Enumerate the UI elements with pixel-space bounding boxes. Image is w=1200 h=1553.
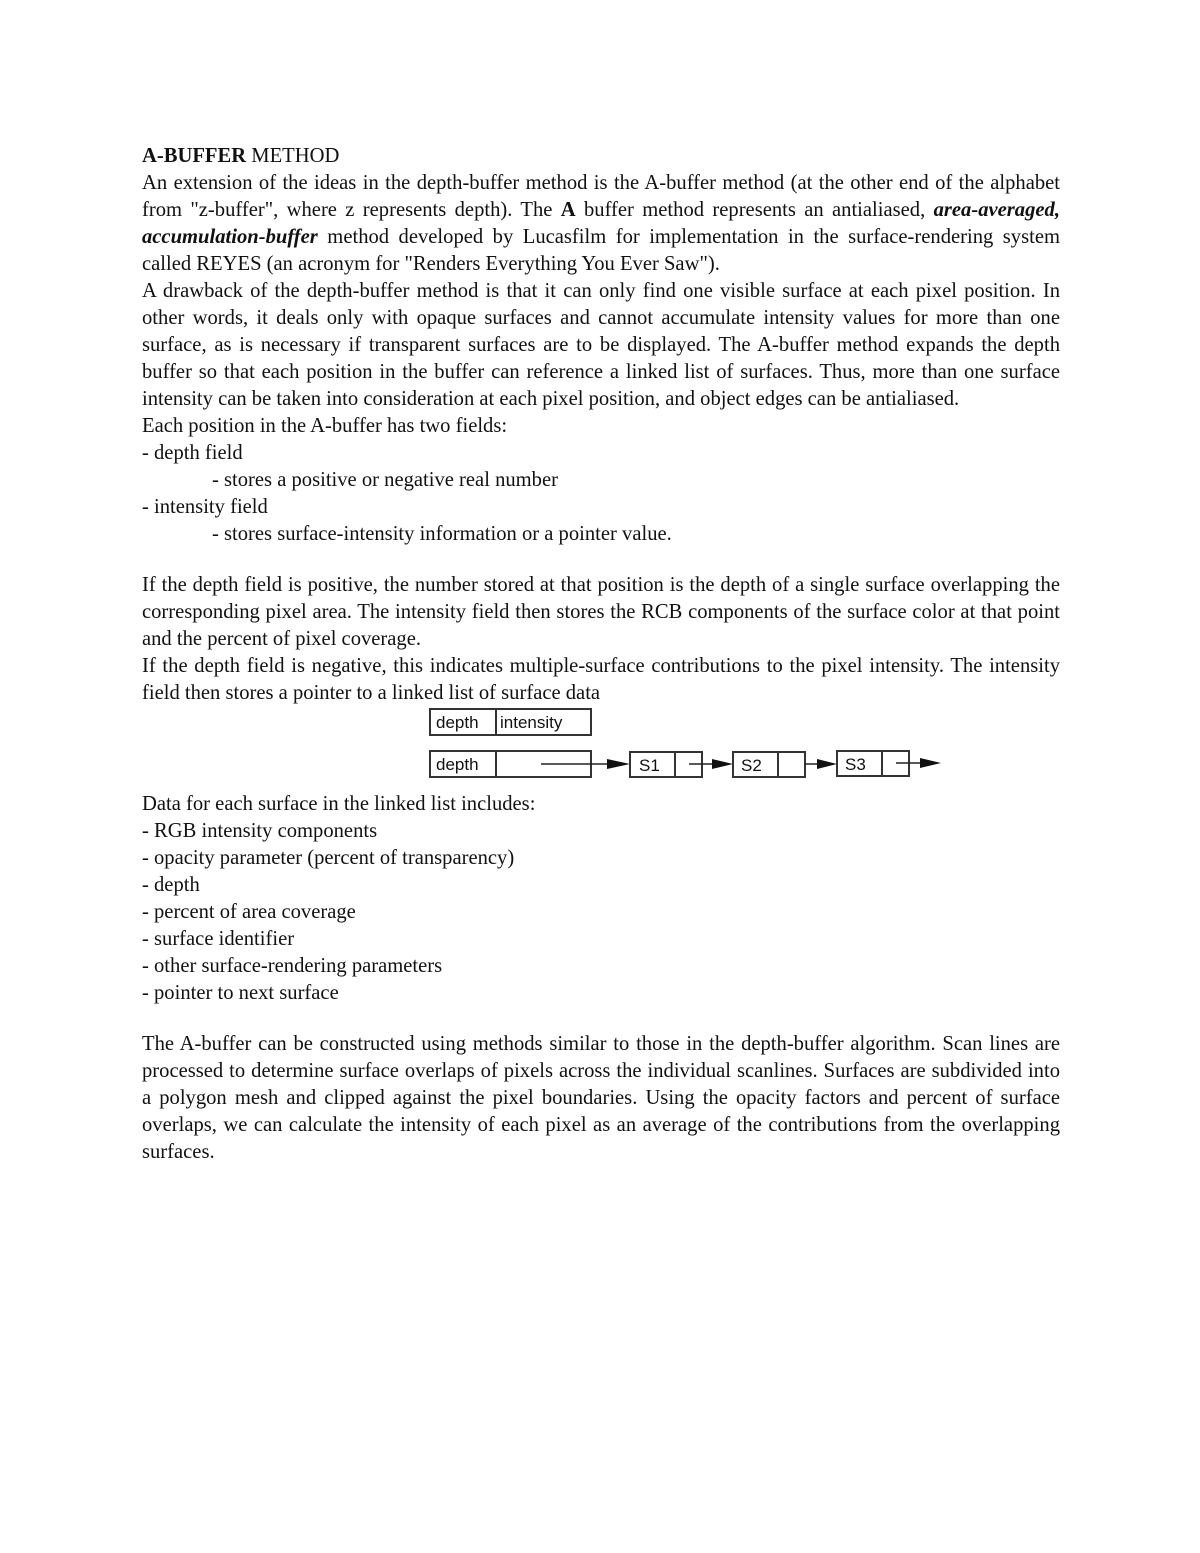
surface-data-item: - depth — [142, 874, 200, 896]
intro-emphasis: area-averaged, accumulation-buffer — [142, 199, 1060, 248]
field-depth-desc: - stores a positive or negative real number — [212, 469, 558, 491]
surface-data-item: - other surface-rendering parameters — [142, 955, 443, 977]
s3-arrowhead — [920, 758, 941, 768]
pointer-arrowhead — [607, 759, 630, 769]
field-depth-name: - depth field — [142, 442, 243, 464]
node-s2-next — [778, 752, 805, 777]
s1-arrowhead — [712, 759, 733, 769]
field-intensity-desc: - stores surface-intensity information or a pointer value. — [212, 523, 672, 545]
intro-paragraph — [142, 170, 1060, 278]
fields-intro: Each position in the A-buffer has two fields: — [142, 415, 508, 437]
linked-list-diagram — [142, 709, 1060, 791]
intro-text-a: An extension of the ideas in the depth-buffer method is the A-buffer method (at the other end of the alphabet from "z-buffer", where z represents depth). The — [142, 172, 1060, 221]
title-rest: METHOD — [246, 145, 340, 167]
surface-data-item: - percent of area coverage — [142, 901, 356, 923]
field-intensity-name: - intensity field — [142, 496, 268, 518]
intro-text-c: buffer method represents an antialiased, — [575, 199, 934, 221]
node-s2-label: S2 — [741, 756, 762, 775]
row1-intensity-label: intensity — [500, 713, 563, 732]
negative-depth-paragraph: If the depth field is negative, this indicates multiple-surface contributions to the pixel intensity. The intensity field then stores a pointer to a linked list of surface data — [142, 655, 1060, 704]
node-s1-label: S1 — [639, 756, 660, 775]
s2-arrowhead — [817, 759, 837, 769]
document-page — [142, 143, 1060, 1166]
surface-data-item: - opacity parameter (percent of transparency) — [142, 847, 515, 869]
row1-depth-label: depth — [436, 713, 479, 732]
row2-depth-label: depth — [436, 755, 479, 774]
linked-list-svg — [287, 707, 807, 787]
intro-bold-a: A — [560, 199, 576, 221]
surface-data-intro: Data for each surface in the linked list includes: — [142, 793, 536, 815]
section-title — [142, 143, 1060, 170]
surface-data-item: - surface identifier — [142, 928, 295, 950]
positive-depth-paragraph: If the depth field is positive, the number stored at that position is the depth of a single surface overlapping the corresponding pixel area. The intensity field then stores the RCB components of the surface color at that point and the percent of pixel coverage. — [142, 574, 1060, 650]
drawback-paragraph: A drawback of the depth-buffer method is that it can only find one visible surface at each pixel position. In other words, it deals only with opaque surfaces and cannot accumulate intensity values for more than one surface, as is necessary if transparent surfaces are to be displayed. The A-buffer method expands the depth buffer so that each position in the buffer can reference a linked list of surfaces. Thus, more than one surface intensity can be taken into consideration at each pixel position, and object edges can be antialiased. — [142, 280, 1060, 410]
linked-list-svg-tail — [805, 707, 1065, 787]
title-bold: A-BUFFER — [142, 145, 247, 167]
surface-data-item: - pointer to next surface — [142, 982, 339, 1004]
intro-text-d: method developed by Lucasfilm for implementation in the surface-rendering system called REYES (an acronym for "Renders Everything You Ever Saw"). — [142, 226, 1060, 275]
construction-paragraph: The A-buffer can be constructed using methods similar to those in the depth-buffer algorithm. Scan lines are processed to determine surface overlaps of pixels across the individual scanlines. Surfaces are subdivided into a polygon mesh and clipped against the pixel boundaries. Using the opacity factors and percent of surface overlaps, we can calculate the intensity of each pixel as an average of the contributions from the overlapping surfaces. — [142, 1033, 1060, 1163]
spacer — [142, 1007, 1060, 1031]
surface-data-item: - RGB intensity components — [142, 820, 378, 842]
node-s3-label: S3 — [845, 755, 866, 774]
spacer — [142, 548, 1060, 572]
